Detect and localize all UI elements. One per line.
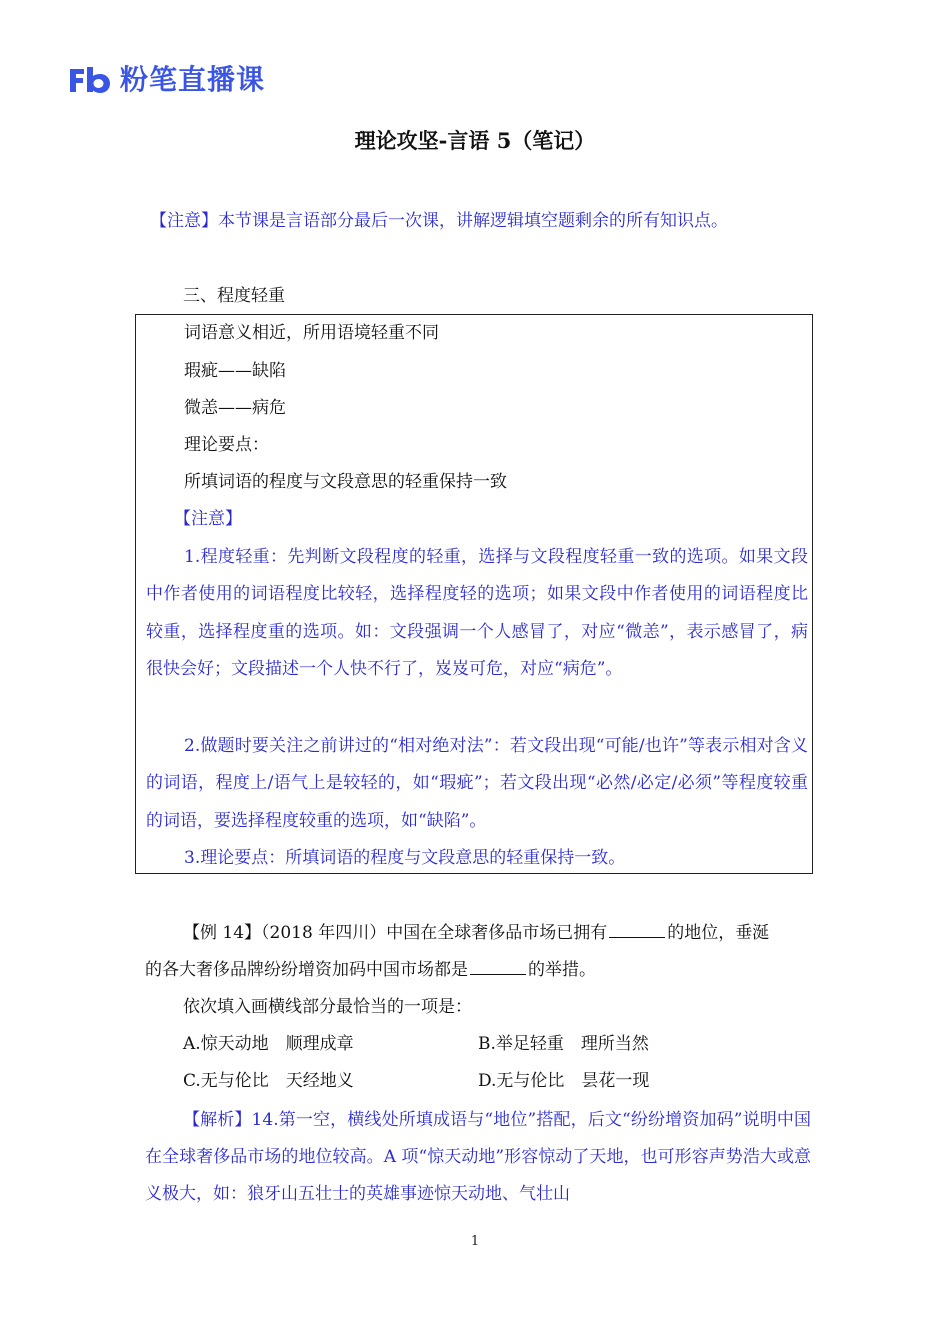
option-a: A.惊天动地 顺理成章 [183,1034,354,1054]
example-line-2 [145,953,596,987]
lesson-note: 【注意】本节课是言语部分最后一次课，讲解逻辑填空题剩余的所有知识点。 [150,211,728,231]
box-line-example-1: 瑕疵——缺陷 [184,361,286,381]
box-line-definition: 词语意义相近，所用语境轻重不同 [184,323,439,343]
box-line-theory-label: 理论要点： [184,435,269,455]
box-point-3: 3.理论要点：所填词语的程度与文段意思的轻重保持一致。 [184,848,626,868]
box-point-1: 1.程度轻重：先判断文段程度的轻重，选择与文段程度轻重一致的选项。如果文段中作者使用的词语程度比较轻，选择程度轻的选项；如果文段中作者使用的词语程度比较重，选择程度重的选项。如：文段强调一个人感冒了，对应“微恙”，表示感冒了，病很快会好；文段描述一个人快不行了，岌岌可危，对应“病危”。 [146,547,808,679]
option-c: C.无与伦比 天经地义 [183,1071,354,1091]
box-note-label: 【注意】 [174,509,242,529]
answer-blank-2 [470,956,526,975]
fb-logo-icon [68,65,112,95]
box-point-2: 2.做题时要关注之前讲过的“相对绝对法”：若文段出现“可能/也许”等表示相对含义的词语，程度上/语气上是较轻的，如“瑕疵”；若文段出现“必然/必定/必须”等程度较重的词语，要选择程度较重的选项，如“缺陷”。 [146,736,808,831]
option-b: B.举足轻重 理所当然 [478,1034,649,1054]
example-line-2-before: 的各大奢侈品牌纷纷增资加码中国市场都是 [145,960,468,980]
analysis-paragraph: 【解析】14.第一空，横线处所填成语与“地位”搭配，后文“纷纷增资加码”说明中国在全球奢侈品市场的地位较高。A 项“惊天动地”形容惊动了天地，也可形容声势浩大或意义极大，如：狼牙山五壮士的英雄事迹惊天动地、气壮山 [145,1110,811,1204]
example-prompt: 依次填入画横线部分最恰当的一项是： [183,997,472,1017]
box-line-theory-point: 所填词语的程度与文段意思的轻重保持一致 [184,472,507,492]
option-d: D.无与伦比 昙花一现 [478,1071,650,1091]
brand-name: 粉笔直播课 [120,63,266,96]
brand-logo [68,62,265,98]
answer-blank-1 [609,919,665,938]
box-line-example-2: 微恙——病危 [184,398,286,418]
example-line-1-after: 的地位，垂涎 [667,923,770,943]
example-line-2-after: 的举措。 [528,960,596,980]
document-title: 理论攻坚-言语 5（笔记） [354,128,596,153]
section-heading: 三、程度轻重 [183,286,285,306]
example-line-1-before: 【例 14】（2018 年四川）中国在全球奢侈品市场已拥有 [183,923,608,943]
example-line-1 [183,916,769,950]
theory-box [135,314,813,874]
page-number: 1 [470,1234,480,1249]
